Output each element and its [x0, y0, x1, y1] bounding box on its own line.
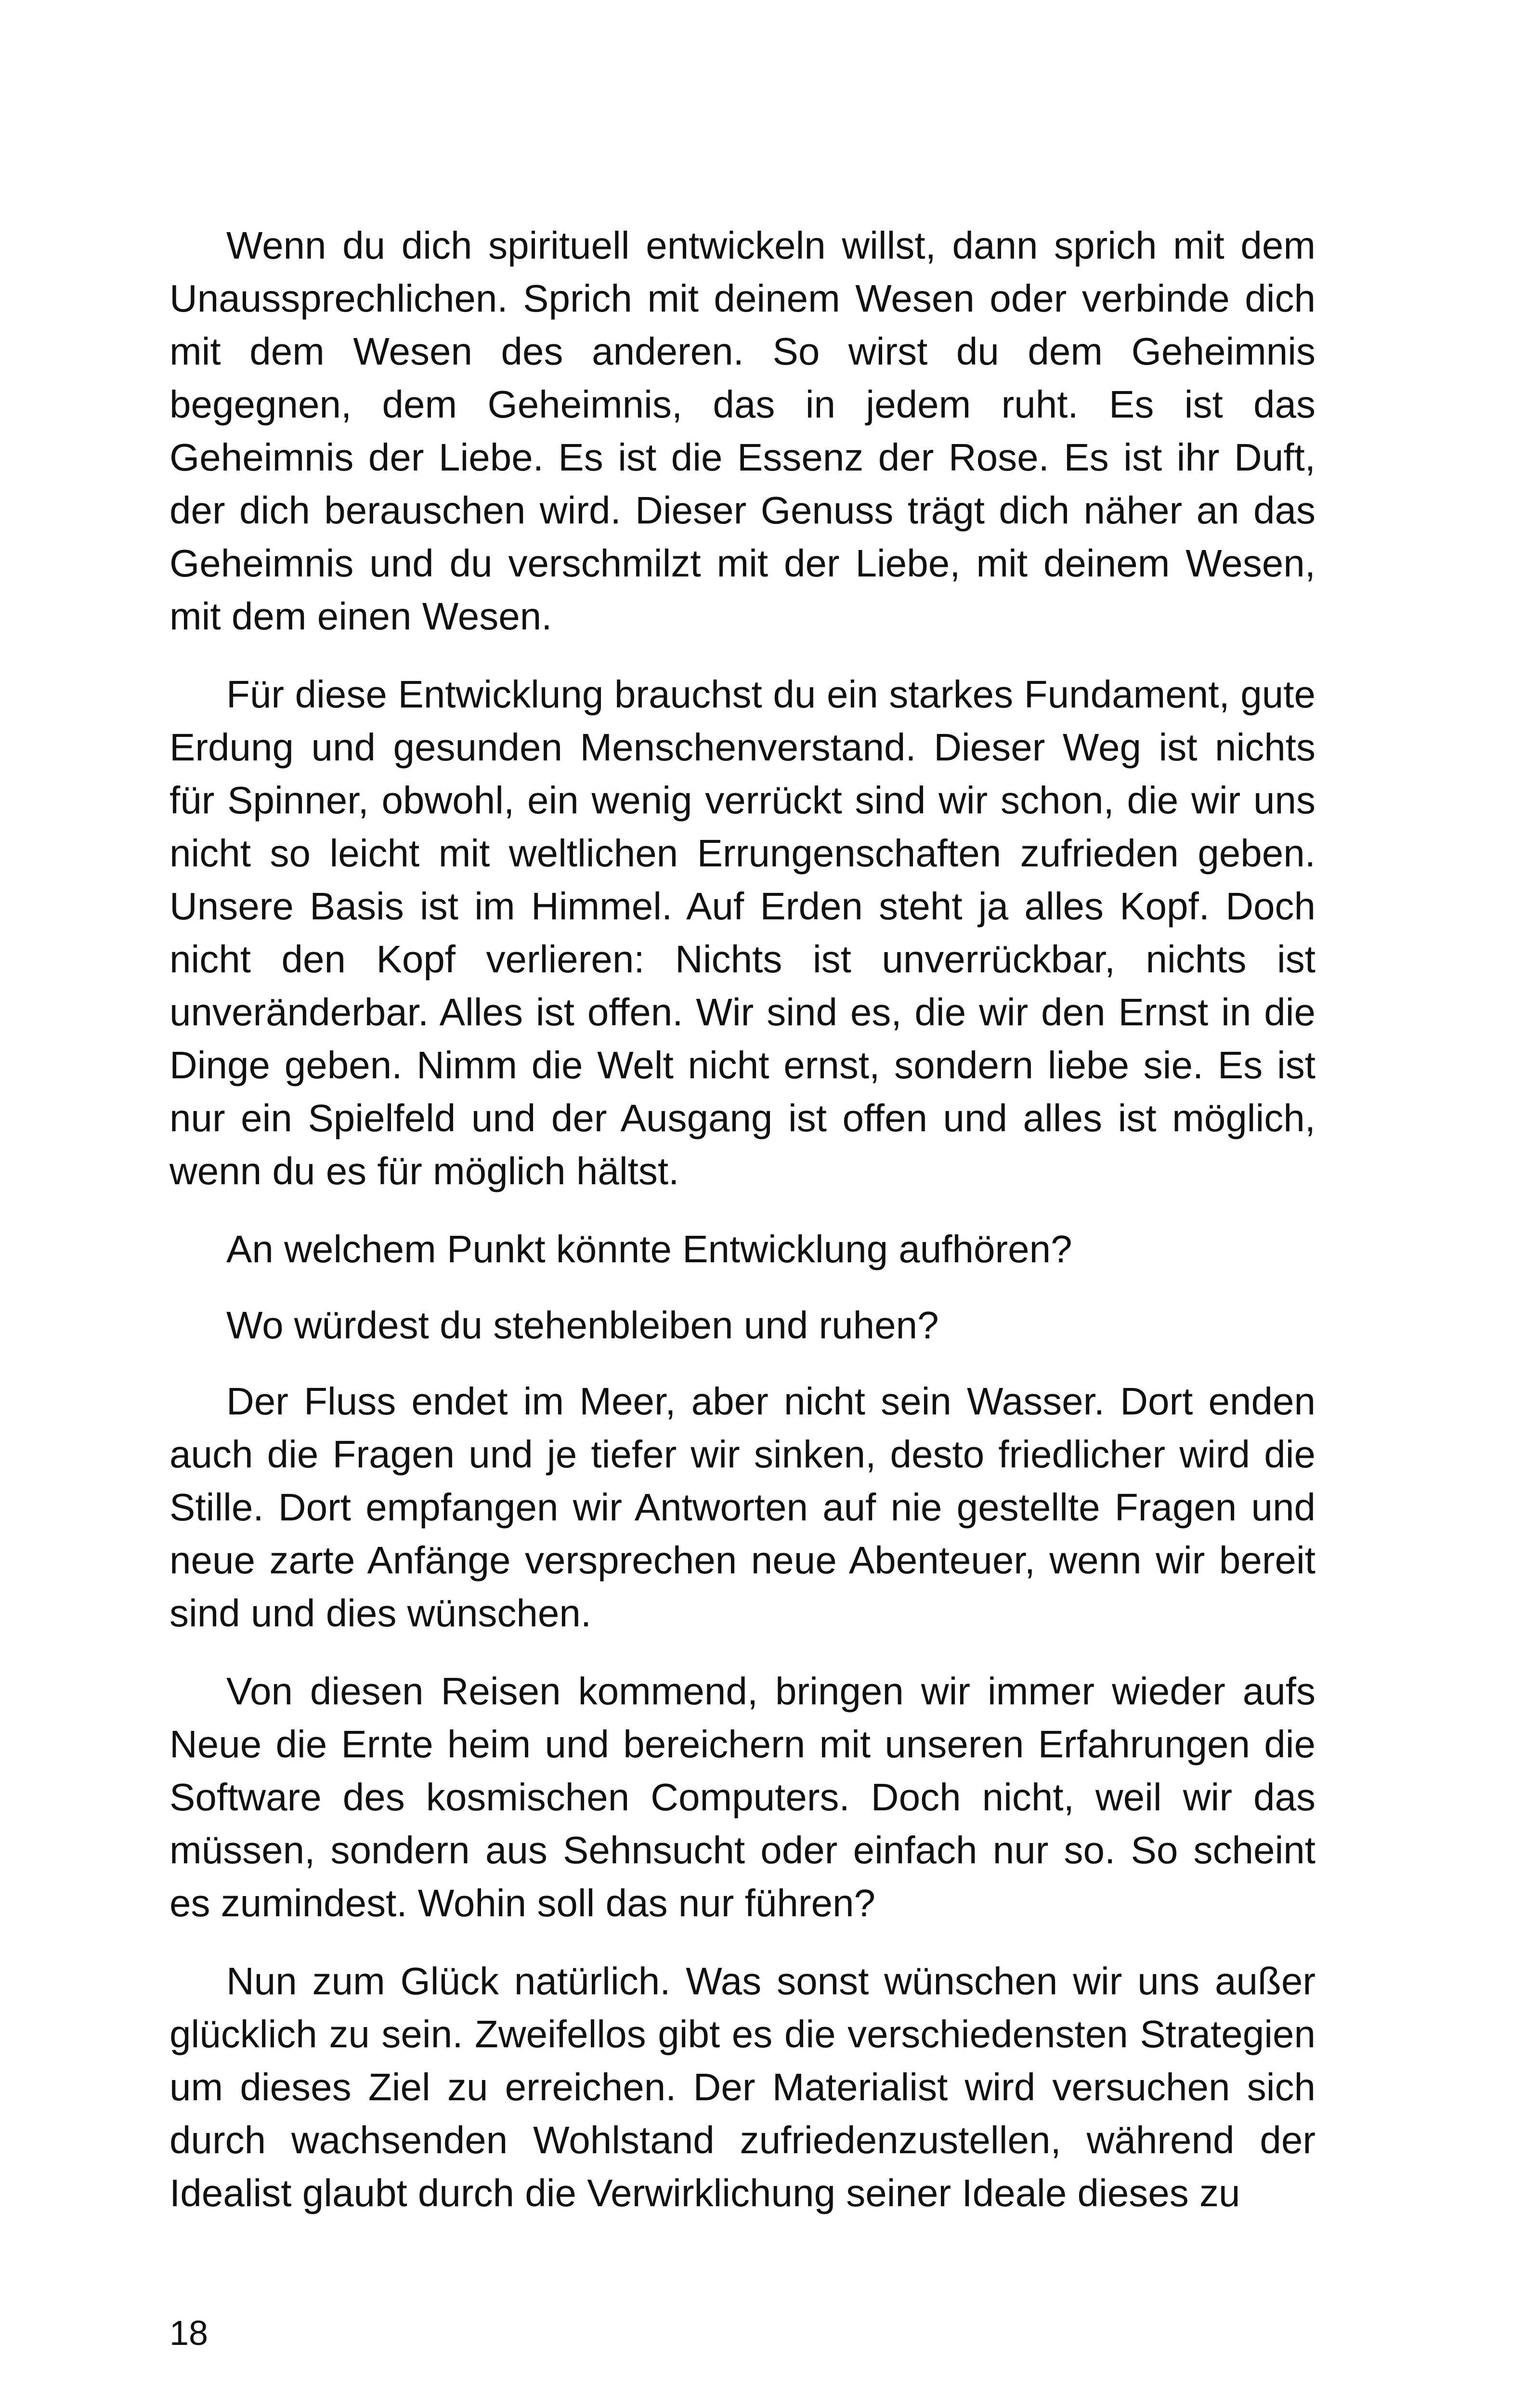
paragraph-5: Der Fluss endet im Meer, aber nicht sein Wasser. Dort enden auch die Fragen und je tiefer wir sinken, desto friedlicher wird die Stille. Dort empfangen wir Antworten auf nie gestellte Fragen und neue zarte Anfänge versprechen neue Abenteuer, wenn wir bereit sind und dies wünschen.: [169, 1380, 1316, 1635]
paragraph-question-2: Wo würdest du stehenbleiben und ruhen?: [226, 1304, 939, 1347]
paragraph-7: Nun zum Glück natürlich. Was sonst wünschen wir uns außer glücklich zu sein. Zweifellos gibt es die verschiedensten Strategien um dieses Ziel zu erreichen. Der Materialist wird versuchen sich durch wachsenden Wohlstand zufriedenzustellen, während der Idealist glaubt durch die Verwirklichung seiner Ideale dieses zu: [169, 1960, 1316, 2214]
paragraph-2: Für diese Entwicklung brauchst du ein starkes Fundament, gute Erdung und gesunden Menschenverstand. Dieser Weg ist nichts für Spinner, obwohl, ein wenig verrückt sind wir schon, die wir uns nicht so leicht mit weltlichen Errungenschaften zufrieden geben. Unsere Basis ist im Himmel. Auf Erden steht ja alles Kopf. Doch nicht den Kopf verlieren: Nichts ist unverrückbar, nichts ist unveränderbar. Alles ist offen. Wir sind es, die wir den Ernst in die Dinge geben. Nimm die Welt nicht ernst, sondern liebe sie. Es ist nur ein Spielfeld und der Ausgang ist offen und alles ist möglich, wenn du es für möglich hältst.: [169, 673, 1316, 1192]
paragraph-question-1: An welchem Punkt könnte Entwicklung aufhören?: [226, 1228, 1072, 1270]
paragraph-6: Von diesen Reisen kommend, bringen wir immer wieder aufs Neue die Ernte heim und bereichern mit unseren Erfahrungen die Software des kosmischen Computers. Doch nicht, weil wir das müssen, sondern aus Sehnsucht oder einfach nur so. So scheint es zumindest. Wohin soll das nur führen?: [169, 1670, 1316, 1924]
paragraph-1: Wenn du dich spirituell entwickeln willst, dann sprich mit dem Unaussprechlichen. Sprich mit deinem Wesen oder verbinde dich mit dem Wesen des anderen. So wirst du dem Geheimnis begegnen, dem Geheimnis, das in jedem ruht. Es ist das Geheimnis der Liebe. Es ist die Essenz der Rose. Es ist ihr Duft, der dich berauschen wird. Dieser Genuss trägt dich näher an das Geheimnis und du verschmilzt mit der Liebe, mit deinem Wesen, mit dem einen Wesen.: [169, 224, 1316, 638]
body-text: [169, 219, 1316, 2245]
page-number: 18: [169, 2314, 208, 2353]
